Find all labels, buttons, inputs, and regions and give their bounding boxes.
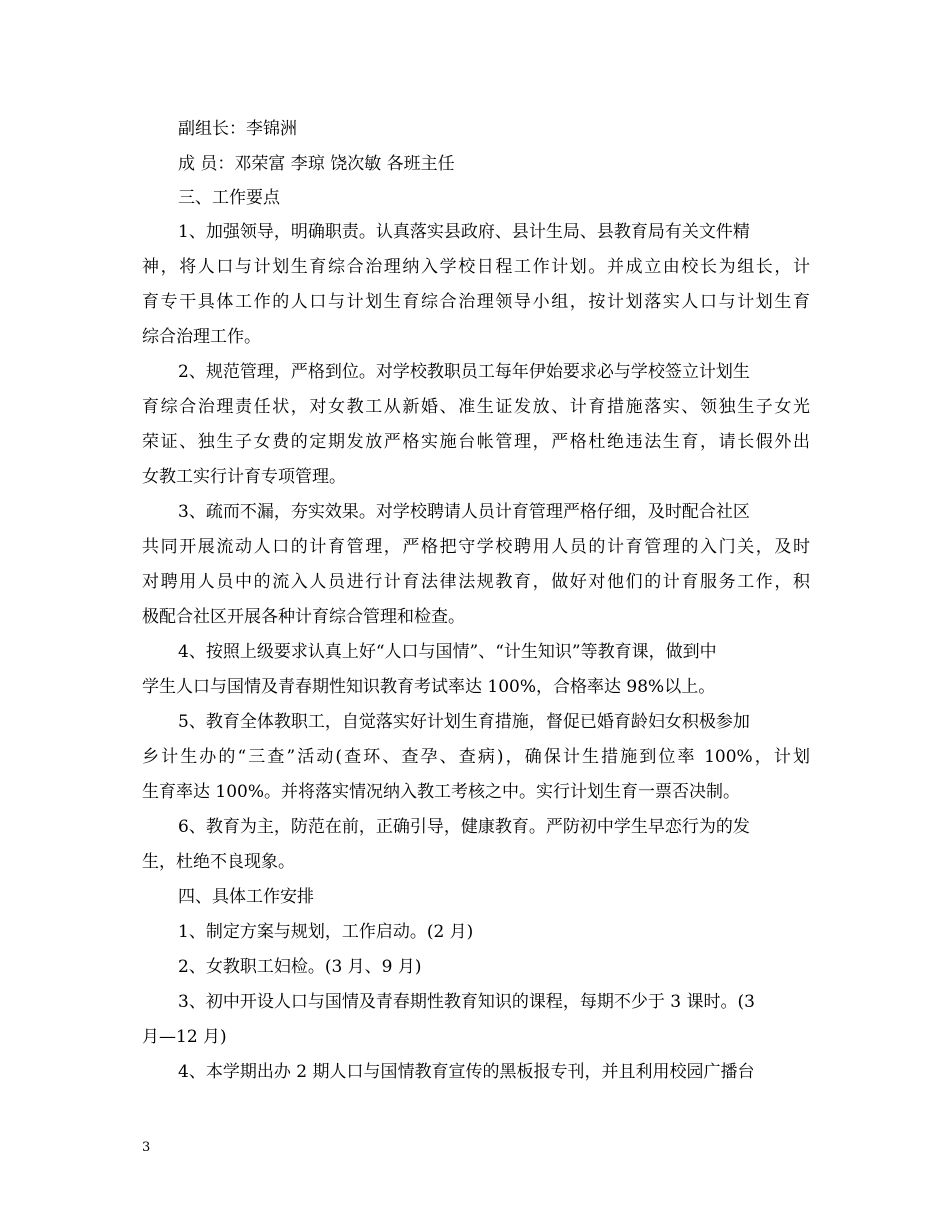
text-line: 1、制定方案与规划，工作启动。(2 月) — [178, 922, 474, 942]
text-line: 极配合社区开展各种计育综合管理和检查。 — [142, 607, 465, 627]
text-line: 荣证、独生子女费的定期发放严格实施台帐管理，严格杜绝违法生育，请长假外出 — [142, 432, 810, 452]
text-line: 4、按照上级要求认真上好“人口与国情”、“计生知识”等教育课，做到中 — [178, 642, 717, 662]
text-line: 4、本学期出办 2 期人口与国情教育宣传的黑板报专刊，并且利用校园广播台 — [178, 1062, 755, 1082]
text-line: 对聘用人员中的流入人员进行计育法律法规教育，做好对他们的计育服务工作，积 — [142, 572, 810, 592]
text-line: 生，杜绝不良现象。 — [142, 852, 295, 872]
text-line: 生育率达 100%。并将落实情况纳入教工考核之中。实行计划生育一票否决制。 — [142, 782, 741, 802]
section-heading: 三、工作要点 — [178, 188, 280, 208]
text-line: 3、初中开设人口与国情及青春期性教育知识的课程，每期不少于 3 课时。(3 — [178, 992, 755, 1012]
page-number: 3 — [142, 1140, 151, 1155]
text-line: 5、教育全体教职工，自觉落实好计划生育措施，督促已婚育龄妇女积极参加 — [178, 712, 750, 732]
text-line: 神，将人口与计划生育综合治理纳入学校日程工作计划。并成立由校长为组长，计 — [142, 257, 810, 277]
text-line: 1、加强领导，明确职责。认真落实县政府、县计生局、县教育局有关文件精 — [178, 222, 750, 242]
text-line: 学生人口与国情及青春期性知识教育考试率达 100%，合格率达 98%以上。 — [142, 677, 716, 697]
text-line: 3、疏而不漏，夯实效果。对学校聘请人员计育管理严格仔细，及时配合社区 — [178, 502, 750, 522]
text-line: 成 员：邓荣富 李琼 饶次敏 各班主任 — [178, 154, 455, 174]
text-line: 6、教育为主，防范在前，正确引导，健康教育。严防初中学生早恋行为的发 — [178, 817, 750, 837]
text-line: 育综合治理责任状，对女教工从新婚、准生证发放、计育措施落实、领独生子女光 — [142, 397, 810, 417]
text-line: 2、女教职工妇检。(3 月、9 月) — [178, 957, 422, 977]
text-line: 育专干具体工作的人口与计划生育综合治理领导小组，按计划落实人口与计划生育 — [142, 292, 810, 312]
text-line: 综合治理工作。 — [142, 327, 261, 347]
section-heading: 四、具体工作安排 — [178, 887, 314, 907]
text-line: 副组长：李锦洲 — [178, 119, 297, 139]
text-line: 共同开展流动人口的计育管理，严格把守学校聘用人员的计育管理的入门关，及时 — [142, 537, 810, 557]
text-line: 2、规范管理，严格到位。对学校教职员工每年伊始要求必与学校签立计划生 — [178, 362, 750, 382]
text-line: 月—12 月) — [142, 1027, 227, 1047]
text-line: 乡计生办的“三查”活动(查环、查孕、查病)，确保计生措施到位率 100%，计划 — [142, 747, 810, 767]
text-line: 女教工实行计育专项管理。 — [142, 467, 346, 487]
